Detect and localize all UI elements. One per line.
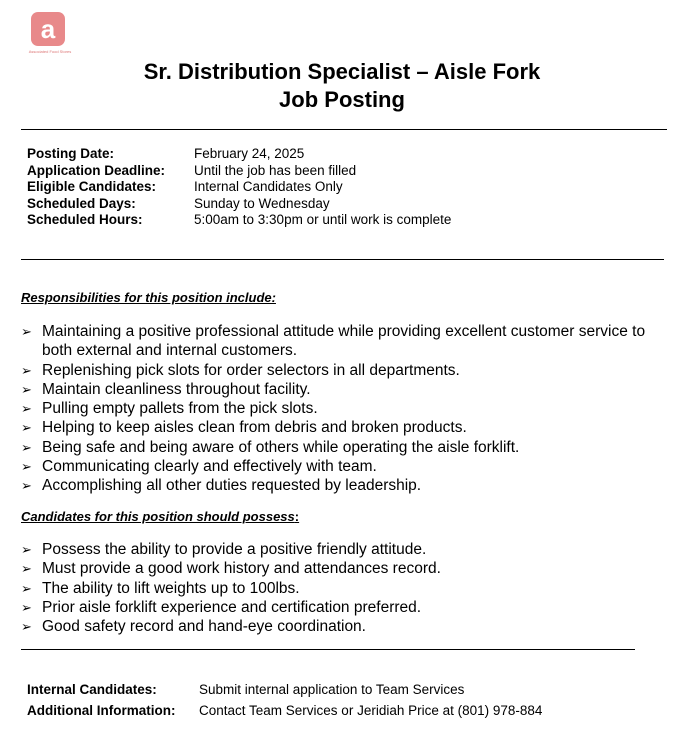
qualifications-list [21,540,671,636]
arrow-bullet-icon: ➢ [21,561,32,577]
arrow-bullet-icon: ➢ [21,459,32,475]
arrow-bullet-icon: ➢ [21,420,32,436]
responsibilities-heading: Responsibilities for this position include: [21,290,276,305]
responsibilities-list [21,322,671,496]
job-title: Sr. Distribution Specialist – Aisle Fork [143,59,541,84]
list-item: ➢ The ability to lift weights up to 100lbs. [21,579,300,597]
info-value: 5:00am to 3:30pm or until work is complete [194,212,452,228]
list-item: ➢ Must provide a good work history and attendances record. [21,560,441,578]
list-item: ➢ Being safe and being aware of others while operating the aisle forklift. [21,438,520,456]
list-item: ➢ Pulling empty pallets from the pick slots. [21,400,318,418]
list-item: ➢ Prior aisle forklift experience and certification preferred. [21,598,422,616]
info-label: Scheduled Hours: [27,212,143,228]
info-label: Posting Date: [27,146,115,161]
list-item: ➢ Accomplishing all other duties requested by leadership. [21,477,422,495]
list-item: ➢ Maintain cleanliness throughout facility. [21,380,311,398]
arrow-bullet-icon: ➢ [21,599,32,615]
info-row-deadline [27,163,451,180]
info-row-hours [27,212,451,229]
list-item: ➢ Communicating clearly and effectively with team. [21,458,377,476]
contact-value: Submit internal application to Team Services [199,682,465,697]
logo-text: Associated Food Stores [28,49,72,54]
job-posting-subtitle: Job Posting [279,87,405,112]
list-item: ➢ Helping to keep aisles clean from debris and broken products. [21,419,467,437]
contact-label: Internal Candidates: [27,682,157,697]
contact-info [27,679,542,721]
list-item: ➢ Good safety record and hand-eye coordination. [21,618,366,636]
divider-top [21,129,667,130]
contact-label: Additional Information: [27,703,176,718]
arrow-bullet-icon: ➢ [21,478,32,494]
info-label: Eligible Candidates: [27,179,157,195]
divider-bottom [21,649,635,650]
arrow-bullet-icon: ➢ [21,619,32,635]
info-value: Internal Candidates Only [194,179,343,195]
arrow-bullet-icon: ➢ [21,439,32,455]
info-label: Application Deadline: [27,162,166,178]
contact-row-additional [27,700,542,721]
qualifications-heading: Candidates for this position should possess: [21,509,300,524]
arrow-bullet-icon: ➢ [21,381,32,397]
info-label: Scheduled Days: [27,195,136,211]
list-item: ➢ Maintaining a positive professional attitude while providing excellent customer service to both external and internal customers. [21,323,646,360]
arrow-bullet-icon: ➢ [21,362,32,378]
posting-info [27,146,451,229]
arrow-bullet-icon: ➢ [21,401,32,417]
info-row-days [27,196,451,213]
company-logo [20,12,80,54]
info-value: February 24, 2025 [194,146,305,161]
info-value: Until the job has been filled [194,162,357,178]
arrow-bullet-icon: ➢ [21,324,32,339]
contact-value: Contact Team Services or Jeridiah Price at (801) 978-884 [199,703,543,718]
info-row-eligible [27,179,451,196]
info-row-posting-date [27,146,451,163]
info-value: Sunday to Wednesday [194,195,330,211]
divider-info [21,259,664,260]
list-item: ➢ Replenishing pick slots for order selectors in all departments. [21,361,460,379]
contact-row-internal [27,679,542,700]
arrow-bullet-icon: ➢ [21,580,32,596]
list-item: ➢ Possess the ability to provide a positive friendly attitude. [21,541,427,558]
arrow-bullet-icon: ➢ [21,542,32,557]
logo-mark: a [31,12,65,46]
